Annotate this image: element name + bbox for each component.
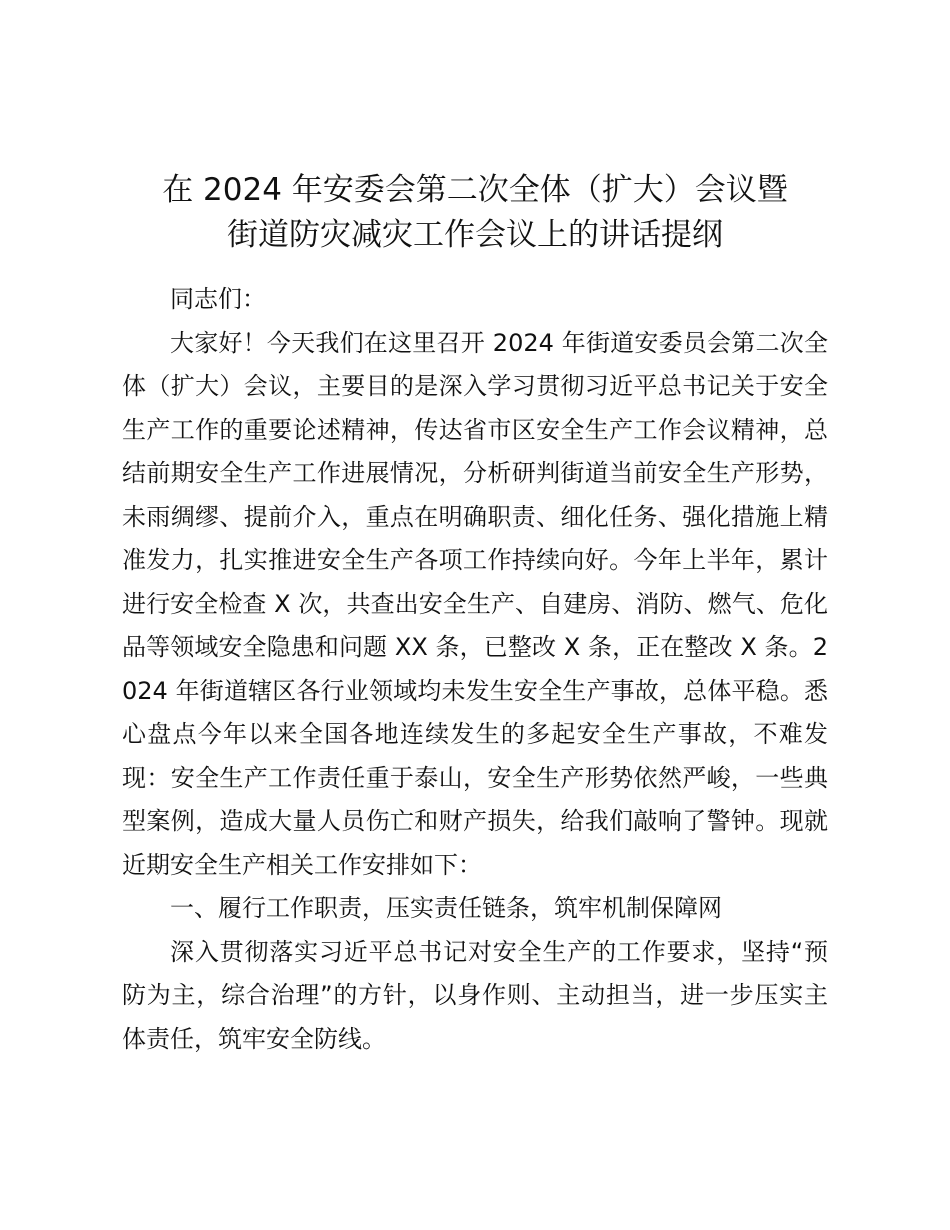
title-line-2: 街道防灾减灾工作会议上的讲话提纲: [227, 217, 723, 253]
section-heading-1: 一、履行工作职责，压实责任链条，筑牢机制保障网: [170, 894, 722, 922]
salutation: 同志们：: [170, 285, 266, 313]
paragraph-section-1: 深入贯彻落实习近平总书记对安全生产的工作要求，坚持“预防为主，综合治理”的方针，以身作则、主动担当，进一步压实主体责任，筑牢安全防线。: [122, 937, 828, 1053]
document-content: [122, 168, 828, 1061]
title-line-1: 在 2024 年安委会第二次全体（扩大）会议暨: [162, 172, 788, 208]
paragraph-opening: 大家好！今天我们在这里召开 2024 年街道安委员会第二次全体（扩大）会议，主要目的是深入学习贯彻习近平总书记关于安全生产工作的重要论述精神，传达省市区安全生产工作会议精神，总结前期安全生产工作进展情况，分析研判街道当前安全生产形势，未雨绸缪、提前介入，重点在明确职责、细化任务、强化措施上精准发力，扎实推进安全生产各项工作持续向好。今年上半年，累计进行安全检查 X 次，共查出安全生产、自建房、消防、燃气、危化品等领域安全隐患和问题 XX 条，已整改 X 条，正在整改 X 条。2024 年街道辖区各行业领域均未发生安全生产事故，总体平稳。悉心盘点今年以来全国各地连续发生的多起安全生产事故，不难发现：安全生产工作责任重于泰山，安全生产形势依然严峻，一些典型案例，造成大量人员伤亡和财产损失，给我们敲响了警钟。现就近期安全生产相关工作安排如下：: [122, 328, 828, 879]
document-body: [122, 278, 828, 1061]
document-title: [122, 168, 828, 258]
